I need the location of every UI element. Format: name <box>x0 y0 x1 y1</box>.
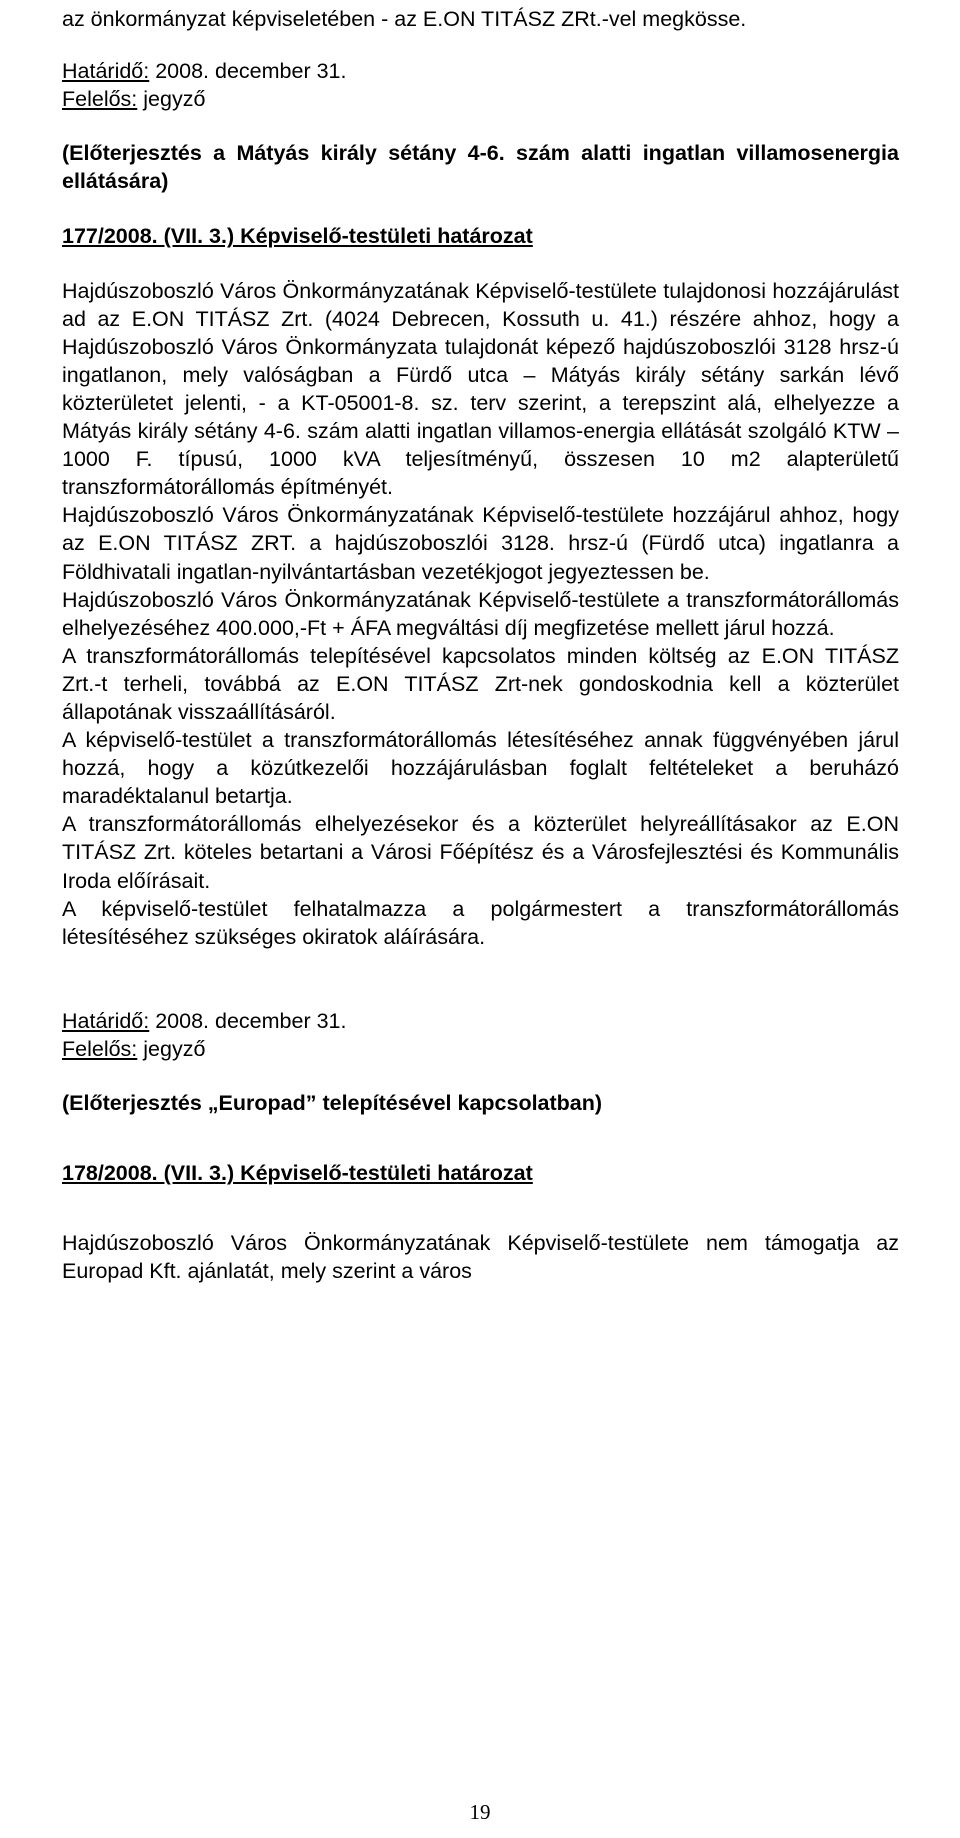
resolution-177-paragraph-6: A transzformátorállomás elhelyezésekor és a közterület helyreállításakor az E.ON TITÁSZ Zrt. köteles betartani a Városi Főépítész és a Városfejlesztési és Kommunális Iroda előírásait. <box>62 812 899 893</box>
resolution-177-paragraph-4: A transzformátorállomás telepítésével kapcsolatos minden költség az E.ON TITÁSZ Zrt.-t terheli, továbbá az E.ON TITÁSZ Zrt-nek gondoskodnia kell a közterület állapotának visszaállításáról. <box>62 643 899 724</box>
deadline-value: 2008. december 31. <box>149 59 347 84</box>
resolution-178-paragraph-1: Hajdúszoboszló Város Önkormányzatának Képviselő-testülete nem támogatja az Europad Kft. ajánlatát, mely szerint a város <box>62 1231 899 1284</box>
resolution-number-178: 178/2008. (VII. 3.) Képviselő-testületi határozat <box>62 1161 533 1186</box>
deadline-line <box>62 57 899 85</box>
deadline-line-2 <box>62 1007 899 1035</box>
responsible-value-2: jegyző <box>137 1036 206 1061</box>
responsible-line-2 <box>62 1035 899 1063</box>
deadline-value-2: 2008. december 31. <box>149 1008 347 1033</box>
resolution-177-paragraph-5: A képviselő-testület a transzformátorállomás létesítéséhez annak függvényében járul hozzá, hogy a közútkezelői hozzájárulásban foglalt feltételeket a beruházó maradéktalanul betartja. <box>62 728 899 809</box>
resolution-number-177: 177/2008. (VII. 3.) Képviselő-testületi határozat <box>62 224 533 249</box>
resolution-177-paragraph-3: Hajdúszoboszló Város Önkormányzatának Képviselő-testülete a transzformátorállomás elhelyezéséhez 400.000,-Ft + ÁFA megváltási díj megfizetése mellett járul hozzá. <box>62 587 899 640</box>
intro-paragraph <box>62 5 899 33</box>
resolution-177-paragraph-7: A képviselő-testület felhatalmazza a polgármestert a transzformátorállomás létesítéséhez szükséges okiratok aláírására. <box>62 896 899 949</box>
resolution-177-paragraph-1: Hajdúszoboszló Város Önkormányzatának Képviselő-testülete tulajdonosi hozzájárulást ad az E.ON TITÁSZ Zrt. (4024 Debrecen, Kossuth u. 41.) részére ahhoz, hogy a Hajdúszoboszló Város Önkormányzata tulajdonát képező hajdúszoboszlói 3128 hrsz-ú ingatlanon, mely valóságban a Fürdő utca – Mátyás király sétány sarkán lévő közterületet jelenti, - a KT-05001-8. sz. terv szerint, a terepszint alá, elhelyezze a Mátyás király sétány 4-6. szám alatti ingatlan villamos-energia ellátását szolgáló KTW – 1000 F. típusú, 1000 kVA teljesítményű, összesen 10 m2 alapterületű transzformátorállomás építményét. <box>62 278 899 500</box>
document-page <box>62 0 899 1285</box>
intro-text: az önkormányzat képviseletében - az E.ON TITÁSZ ZRt.-vel megkösse. <box>62 7 747 31</box>
resolution-177-paragraph-2: Hajdúszoboszló Város Önkormányzatának Képviselő-testülete hozzájárul ahhoz, hogy az E.ON TITÁSZ ZRT. a hajdúszoboszlói 3128. hrsz-ú (Fürdő utca) ingatlanra a Földhivatali ingatlan-nyilvántartásban vezetékjogot jegyeztessen be. <box>62 503 899 584</box>
responsible-label: Felelős: <box>62 87 138 112</box>
agenda-heading-1: (Előterjesztés a Mátyás király sétány 4-6. szám alatti ingatlan villamosenergia ellátására) <box>62 141 899 194</box>
responsible-value: jegyző <box>137 87 206 112</box>
responsible-line <box>62 85 899 113</box>
page-number: 19 <box>469 1800 491 1824</box>
deadline-label: Határidő: <box>62 59 150 84</box>
agenda-heading-2: (Előterjesztés „Europad” telepítésével kapcsolatban) <box>62 1091 603 1115</box>
responsible-label-2: Felelős: <box>62 1036 138 1061</box>
deadline-label-2: Határidő: <box>62 1008 150 1033</box>
